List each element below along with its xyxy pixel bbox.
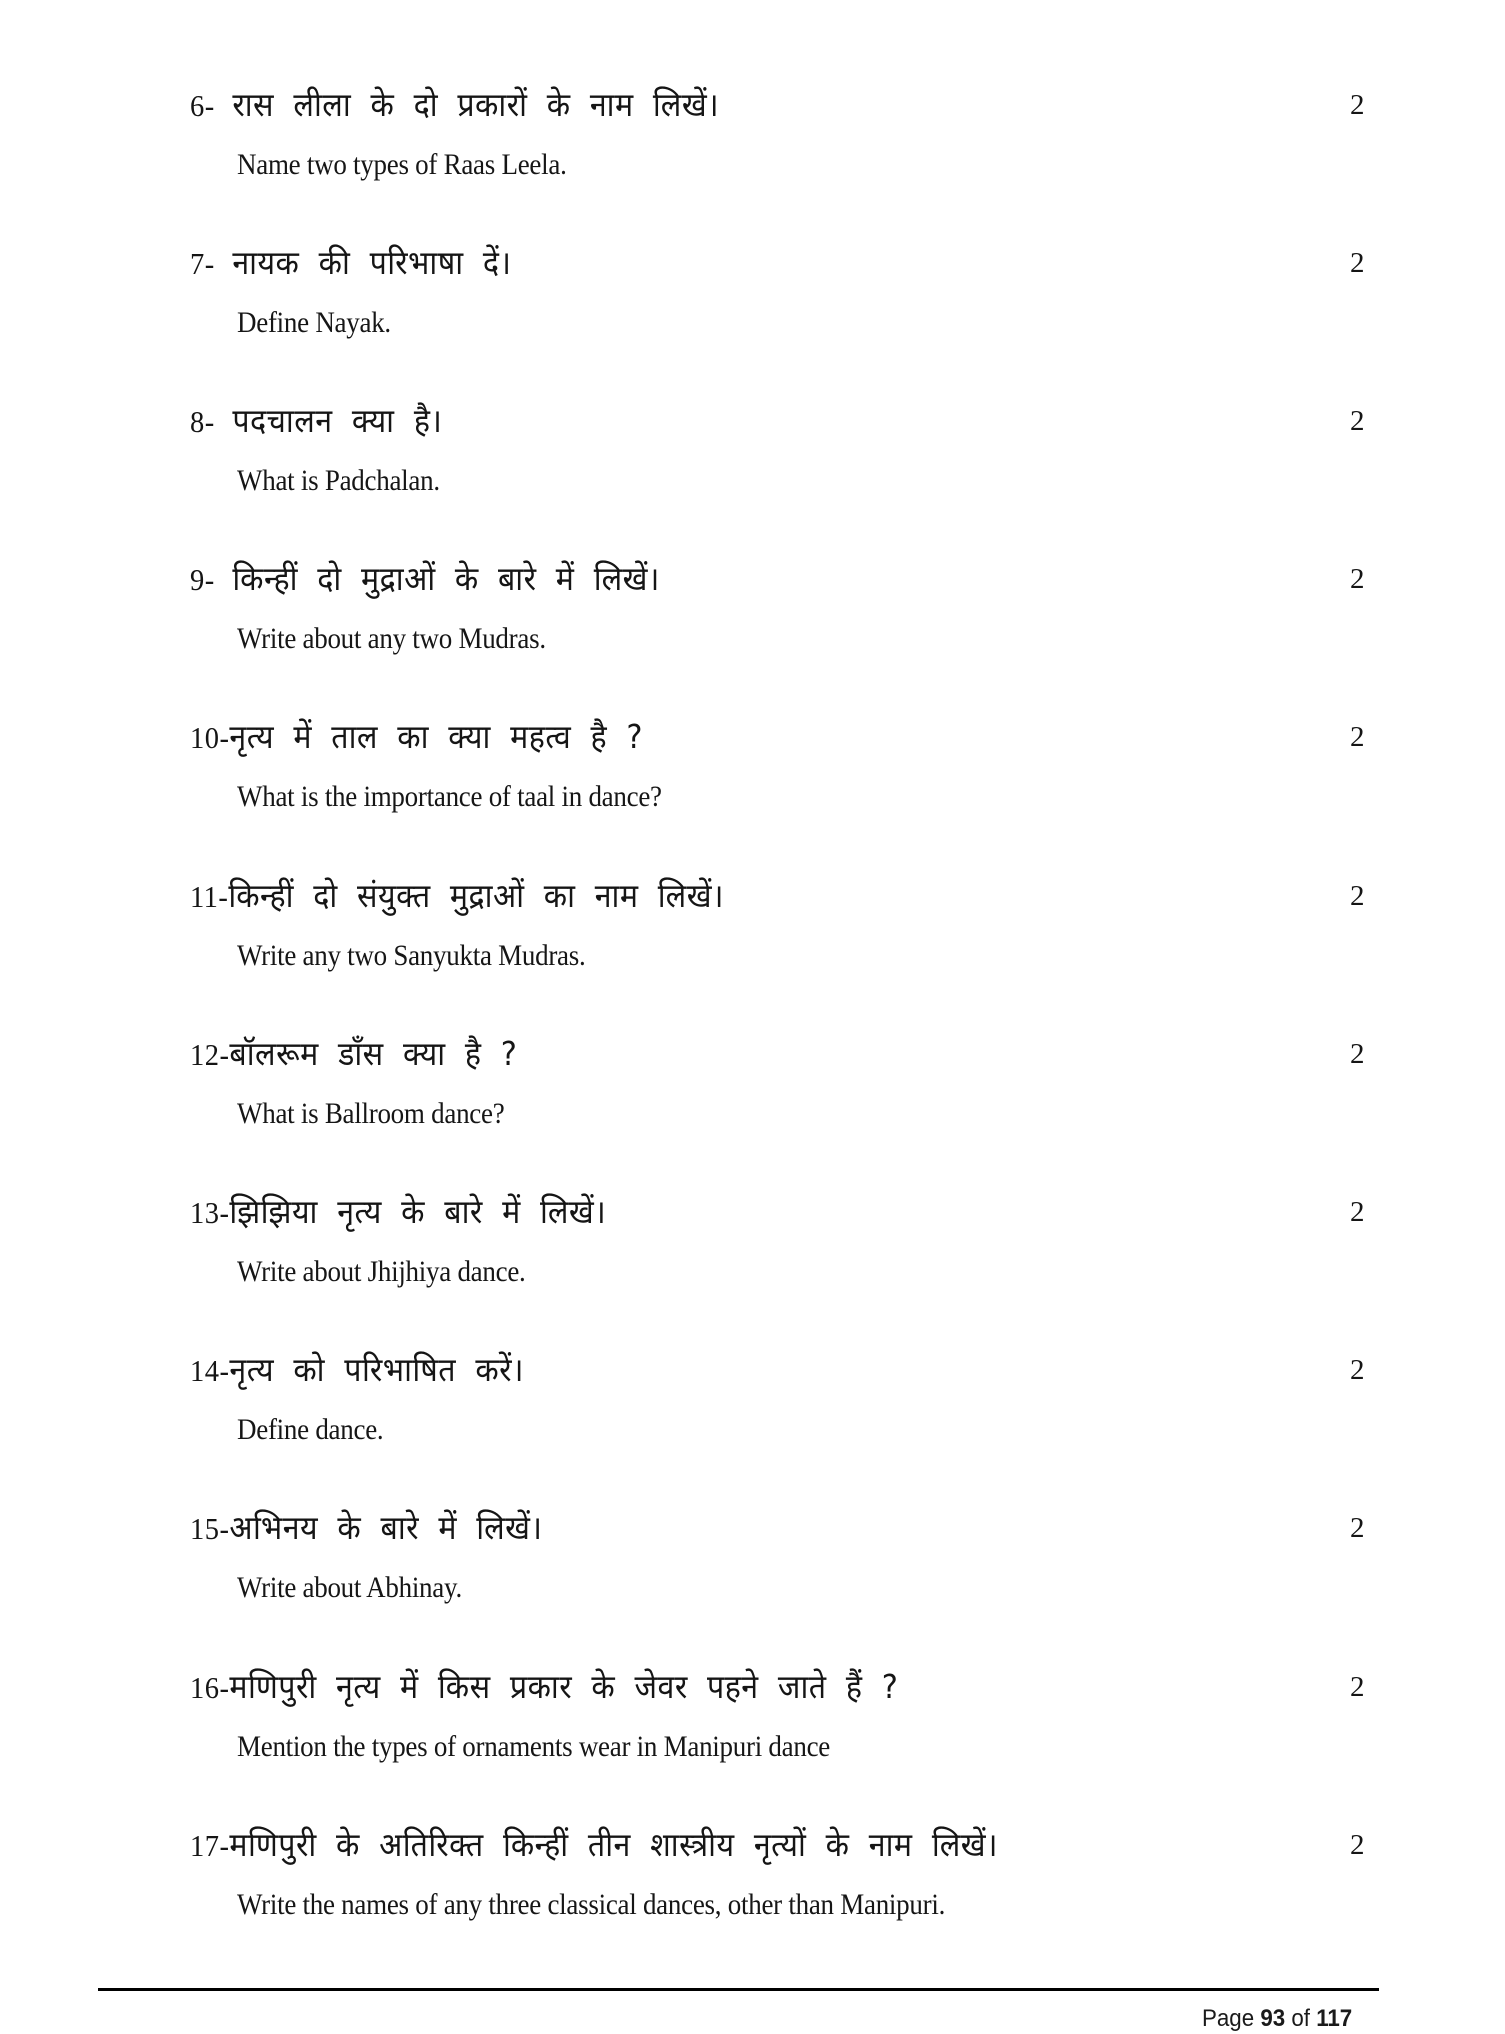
question-marks: 2 bbox=[1350, 563, 1365, 595]
question-hindi-line bbox=[190, 874, 724, 918]
question-english-text: Mention the types of ornaments wear in Manipuri dance bbox=[237, 1730, 831, 1763]
question-hindi-text: झिझिया नृत्य के बारे में लिखें। bbox=[229, 1192, 607, 1231]
question-hindi-text: रास लीला के दो प्रकारों के नाम लिखें। bbox=[232, 85, 720, 124]
question-hindi-text: मणिपुरी के अतिरिक्त किन्हीं तीन शास्त्रीय नृत्यों के नाम लिखें। bbox=[229, 1825, 999, 1864]
page-number bbox=[1202, 2004, 1352, 2034]
question-hindi-text: किन्हीं दो संयुक्त मुद्राओं का नाम लिखें। bbox=[228, 876, 724, 915]
question-marks: 2 bbox=[1350, 1671, 1365, 1703]
question-hindi-line bbox=[190, 1190, 606, 1234]
question-hindi-text: मणिपुरी नृत्य में किस प्रकार के जेवर पहने जाते हैं ? bbox=[229, 1667, 899, 1706]
question-7 bbox=[0, 241, 1505, 400]
question-number: 10- bbox=[190, 720, 230, 755]
question-hindi-line bbox=[190, 1665, 898, 1709]
question-marks: 2 bbox=[1350, 1038, 1365, 1070]
question-8 bbox=[0, 399, 1505, 558]
question-hindi-line bbox=[190, 241, 511, 285]
question-marks: 2 bbox=[1350, 880, 1365, 912]
question-number: 15- bbox=[190, 1511, 230, 1546]
question-10 bbox=[0, 715, 1505, 874]
page-of: of bbox=[1291, 2005, 1310, 2032]
question-number: 8- bbox=[190, 404, 215, 439]
question-number: 9- bbox=[190, 562, 215, 597]
question-11 bbox=[0, 874, 1505, 1033]
question-number: 7- bbox=[190, 246, 215, 281]
question-hindi-line bbox=[190, 557, 660, 601]
question-marks: 2 bbox=[1350, 1354, 1365, 1386]
question-number: 17- bbox=[190, 1828, 230, 1863]
question-hindi-text: किन्हीं दो मुद्राओं के बारे में लिखें। bbox=[232, 559, 660, 598]
current-page: 93 bbox=[1260, 2005, 1286, 2032]
question-hindi-line bbox=[190, 399, 442, 443]
question-english-text: What is the importance of taal in dance? bbox=[237, 780, 662, 813]
question-14 bbox=[0, 1348, 1505, 1507]
question-9 bbox=[0, 557, 1505, 716]
question-marks: 2 bbox=[1350, 89, 1365, 121]
question-number: 16- bbox=[190, 1670, 230, 1705]
question-15 bbox=[0, 1506, 1505, 1665]
question-english-text: Define dance. bbox=[237, 1413, 384, 1446]
question-number: 11- bbox=[190, 879, 229, 914]
question-hindi-text: पदचालन क्या है। bbox=[232, 401, 443, 440]
question-hindi-line bbox=[190, 1506, 542, 1550]
total-pages: 117 bbox=[1316, 2005, 1353, 2032]
question-hindi-line bbox=[190, 1032, 517, 1076]
question-english-text: What is Ballroom dance? bbox=[237, 1097, 505, 1130]
question-english-text: Write the names of any three classical dances, other than Manipuri. bbox=[237, 1888, 946, 1921]
question-16 bbox=[0, 1665, 1505, 1824]
footer-divider bbox=[98, 1988, 1379, 1991]
question-marks: 2 bbox=[1350, 405, 1365, 437]
question-marks: 2 bbox=[1350, 1512, 1365, 1544]
question-number: 13- bbox=[190, 1195, 230, 1230]
question-number: 6- bbox=[190, 88, 215, 123]
question-number: 14- bbox=[190, 1353, 230, 1388]
question-english-text: Define Nayak. bbox=[237, 306, 391, 339]
question-12 bbox=[0, 1032, 1505, 1191]
question-english-text: What is Padchalan. bbox=[237, 464, 440, 497]
question-english-text: Write about Jhijhiya dance. bbox=[237, 1255, 526, 1288]
question-hindi-line bbox=[190, 1823, 998, 1867]
question-hindi-text: नायक की परिभाषा दें। bbox=[232, 243, 512, 282]
question-english-text: Name two types of Raas Leela. bbox=[237, 148, 567, 181]
question-marks: 2 bbox=[1350, 721, 1365, 753]
question-marks: 2 bbox=[1350, 1829, 1365, 1861]
question-hindi-line bbox=[190, 1348, 524, 1392]
question-marks: 2 bbox=[1350, 1196, 1365, 1228]
question-13 bbox=[0, 1190, 1505, 1349]
page-prefix: Page bbox=[1202, 2005, 1255, 2032]
question-english-text: Write about any two Mudras. bbox=[237, 622, 546, 655]
question-hindi-text: अभिनय के बारे में लिखें। bbox=[229, 1508, 543, 1547]
question-hindi-text: नृत्य में ताल का क्या महत्व है ? bbox=[229, 717, 643, 756]
question-hindi-text: बॉलरूम डाँस क्या है ? bbox=[229, 1034, 518, 1073]
question-marks: 2 bbox=[1350, 247, 1365, 279]
question-17 bbox=[0, 1823, 1505, 1982]
question-english-text: Write about Abhinay. bbox=[237, 1571, 462, 1604]
question-hindi-line bbox=[190, 715, 643, 759]
question-number: 12- bbox=[190, 1037, 230, 1072]
question-6 bbox=[0, 83, 1505, 242]
question-hindi-text: नृत्य को परिभाषित करें। bbox=[229, 1350, 524, 1389]
question-hindi-line bbox=[190, 83, 719, 127]
question-english-text: Write any two Sanyukta Mudras. bbox=[237, 939, 586, 972]
